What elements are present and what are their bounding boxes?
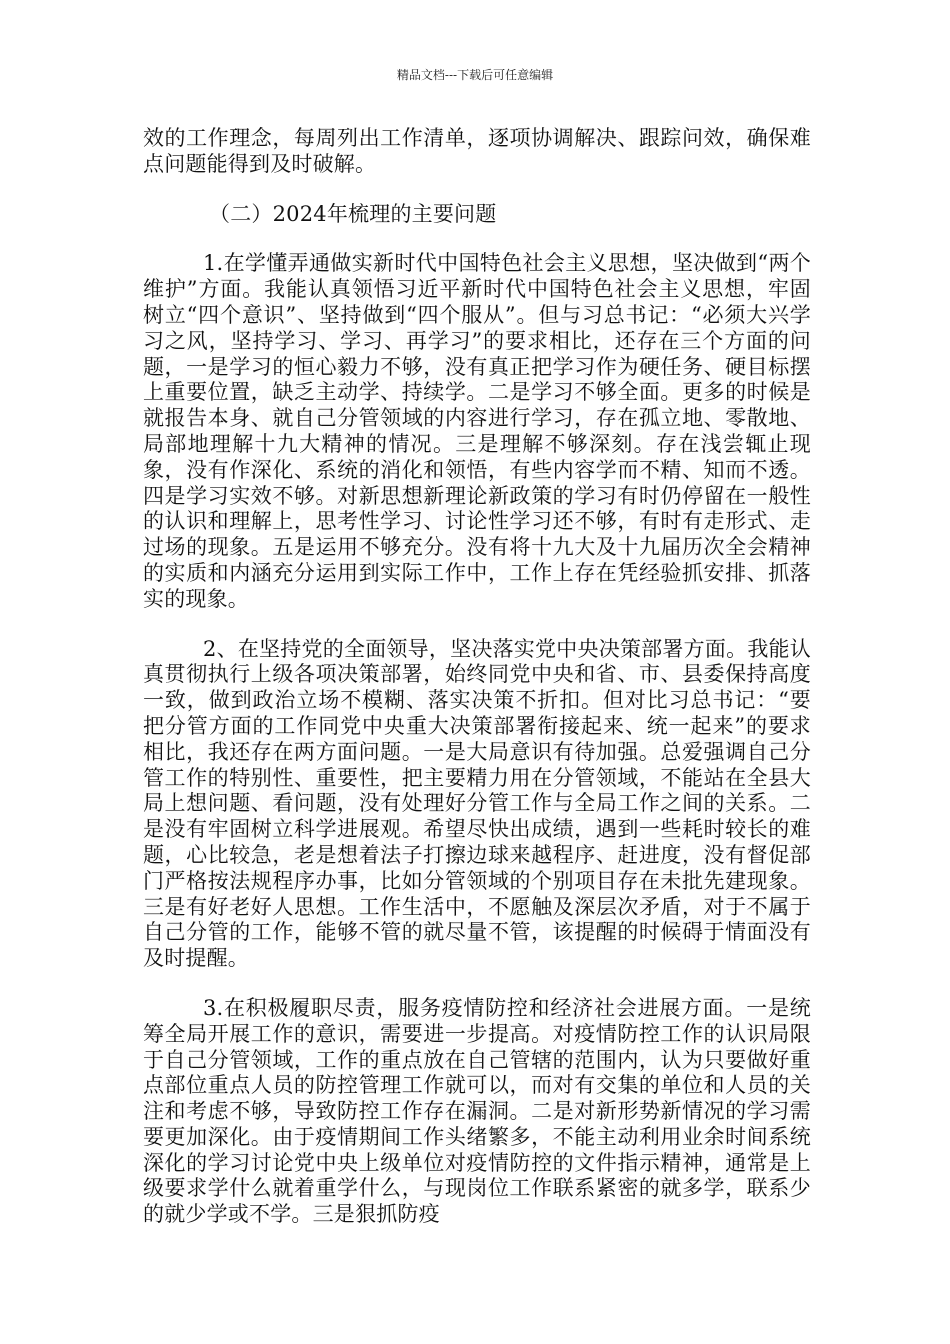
section-heading: （二）2024年梳理的主要问题 xyxy=(209,201,497,226)
paragraph-item-1: 1.在学懂弄通做实新时代中国特色社会主义思想，坚决做到“两个维护”方面。我能认真领悟习近平新时代中国特色社会主义思想，牢固树立“四个意识”、坚持做到“四个服从”。但与习总书记：“必须大兴学习之风，坚持学习、学习、再学习”的要求相比，还存在三个方面的问题，一是学习的恒心毅力不够，没有真正把学习作为硬任务、硬目标摆上重要位置，缺乏主动学、持续学。二是学习不够全面。更多的时候是就报告本身、就自己分管领域的内容进行学习，存在孤立地、零散地、局部地理解十九大精神的情况。三是理解不够深刻。存在浅尝辄止现象，没有作深化、系统的消化和领悟，有些内容学而不精、知而不透。四是学习实效不够。对新思想新理论新政策的学习有时仍停留在一般性的认识和理解上，思考性学习、讨论性学习还不够，有时有走形式、走过场的现象。五是运用不够充分。没有将十九大及十九届历次全会精神的实质和内涵充分运用到实际工作中，工作上存在凭经验抓安排、抓落实的现象。 xyxy=(143,251,811,611)
paragraph-continuation: 效的工作理念，每周列出工作清单，逐项协调解决、跟踪问效，确保难点问题能得到及时破解。 xyxy=(143,126,811,176)
page-header: 精品文档---下载后可任意编辑 xyxy=(396,68,554,82)
paragraph-item-3: 3.在积极履职尽责，服务疫情防控和经济社会进展方面。一是统筹全局开展工作的意识，需要进一步提高。对疫情防控工作的认识局限于自己分管领域，工作的重点放在自己管辖的范围内，认为只要做好重点部位重点人员的防控管理工作就可以，而对有交集的单位和人员的关注和考虑不够，导致防控工作存在漏洞。二是对新形势新情况的学习需要更加深化。由于疫情期间工作头绪繁多，不能主动利用业余时间系统深化的学习讨论党中央上级单位对疫情防控的文件指示精神，通常是上级要求学什么就着重学什么，与现岗位工作联系紧密的就多学，联系少的就少学或不学。三是狠抓防疫 xyxy=(143,995,811,1227)
paragraph-item-2: 2、在坚持党的全面领导，坚决落实党中央决策部署方面。我能认真贯彻执行上级各项决策部署，始终同党中央和省、市、县委保持高度一致，做到政治立场不模糊、落实决策不折扣。但对比习总书记：“要把分管方面的工作同党中央重大决策部署衔接起来、统一起来”的要求相比，我还存在两方面问题。一是大局意识有待加强。总爱强调自己分管工作的特别性、重要性，把主要精力用在分管领域，不能站在全县大局上想问题、看问题，没有处理好分管工作与全局工作之间的关系。二是没有牢固树立科学进展观。希望尽快出成绩，遇到一些耗时较长的难题，心比较急，老是想着法子打擦边球来越程序、赶进度，没有督促部门严格按法规程序办事，比如分管领域的个别项目存在未批先建现象。三是有好老好人思想。工作生活中，不愿触及深层次矛盾，对于不属于自己分管的工作，能够不管的就尽量不管，该提醒的时候碍于情面没有及时提醒。 xyxy=(143,636,811,971)
document-body xyxy=(143,126,811,1228)
